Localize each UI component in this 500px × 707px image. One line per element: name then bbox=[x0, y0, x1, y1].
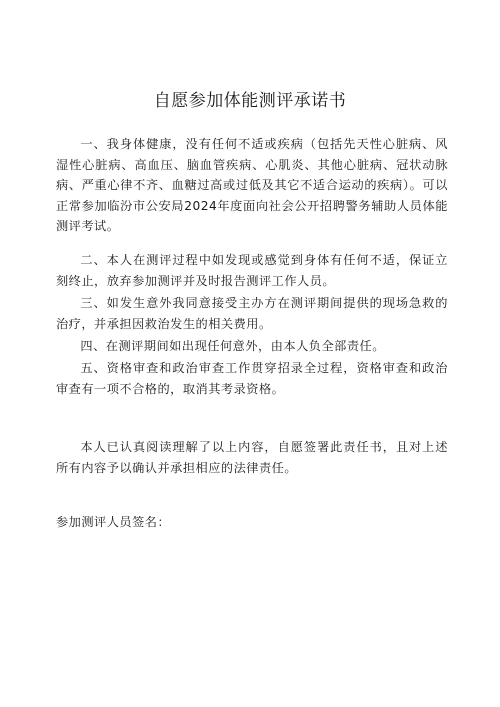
paragraph-stop-if-unwell: 二、本人在测评过程中如发现或感觉到身体有任何不适，保证立刻终止，放弃参加测评并及时报告测评工作人员。 bbox=[56, 253, 448, 288]
paragraph-qualification-review: 五、资格审查和政治审查工作贯穿招录全过程，资格审查和政治审查有一项不合格的，取消其考录资格。 bbox=[56, 361, 448, 396]
paragraph-first-aid-consent: 三、如发生意外我同意接受主办方在测评期间提供的现场急救的治疗，并承担因救治发生的相关费用。 bbox=[56, 296, 448, 331]
document-title: 自愿参加体能测评承诺书 bbox=[153, 91, 347, 111]
paragraph-health-declaration: 一、我身体健康，没有任何不适或疾病（包括先天性心脏病、风湿性心脏病、高血压、脑血管疾病、心肌炎、其他心脏病、冠状动脉病、严重心律不齐、血糖过高或过低及其它不适合运动的疾病）。可以正常参加临汾市公安局2024年度面向社会公开招聘警务辅助人员体能测评考试。 bbox=[56, 137, 448, 234]
signature-label: 参加测评人员签名： bbox=[56, 515, 171, 529]
paragraph-acknowledgement: 本人已认真阅读理解了以上内容，自愿签署此责任书，且对上述所有内容予以确认并承担相应的法律责任。 bbox=[56, 440, 448, 475]
paragraph-responsibility: 四、在测评期间如出现任何意外，由本人负全部责任。 bbox=[80, 339, 385, 353]
